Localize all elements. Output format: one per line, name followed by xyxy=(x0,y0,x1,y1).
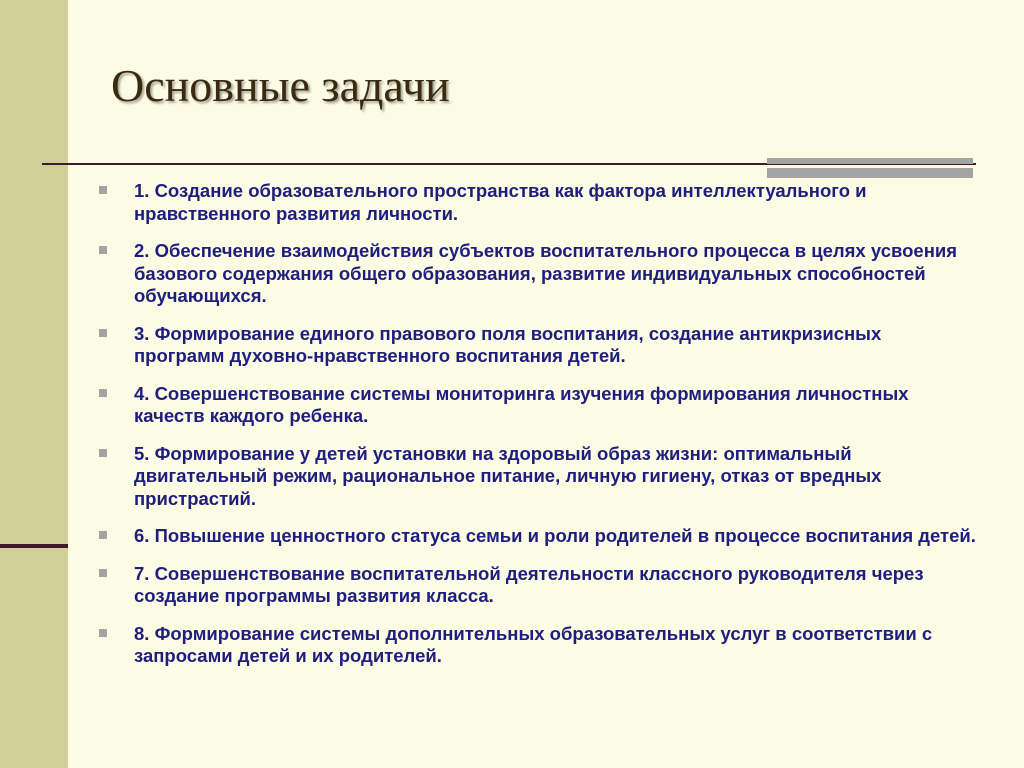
square-bullet-icon xyxy=(99,389,107,397)
list-item xyxy=(96,180,976,225)
task-text: 2. Обеспечение взаимодействия субъектов воспитательного процесса в целях усвоения базового содержания общего образования, развитие индивидуальных способностей обучающихся. xyxy=(134,240,958,306)
square-bullet-icon xyxy=(99,329,107,337)
task-text: 5. Формирование у детей установки на здоровый образ жизни: оптимальный двигательный режим, рациональное питание, личную гигиену, отказ от вредных пристрастий. xyxy=(134,442,882,509)
list-item xyxy=(96,240,976,308)
list-item xyxy=(96,323,976,368)
list-item xyxy=(96,525,976,548)
slide-title: Основные задачи xyxy=(111,60,450,111)
square-bullet-icon xyxy=(99,629,107,637)
left-decor-rule xyxy=(0,544,68,548)
square-bullet-icon xyxy=(99,531,107,539)
list-item xyxy=(96,383,976,428)
list-item xyxy=(96,623,976,668)
task-text: 1. Создание образовательного пространства как фактора интеллектуального и нравственного развития личности. xyxy=(134,180,867,224)
square-bullet-icon xyxy=(99,569,107,577)
task-text: 6. Повышение ценностного статуса семьи и роли родителей в процессе воспитания детей. xyxy=(134,525,976,546)
square-bullet-icon xyxy=(99,449,107,457)
square-bullet-icon xyxy=(99,246,107,254)
list-item xyxy=(96,563,976,608)
left-decor-band xyxy=(0,0,68,768)
divider-accent-top xyxy=(767,158,973,164)
divider-accent-bottom xyxy=(767,168,973,178)
square-bullet-icon xyxy=(99,186,107,194)
task-list xyxy=(96,180,976,683)
list-item xyxy=(96,443,976,511)
task-text: 3. Формирование единого правового поля воспитания, создание антикризисных программ духовно-нравственного воспитания детей. xyxy=(134,322,882,366)
task-text: 8. Формирование системы дополнительных образовательных услуг в соответствии с запросами детей и их родителей. xyxy=(134,622,933,666)
task-text: 7. Совершенствование воспитательной деятельности классного руководителя через создание программы развития класса. xyxy=(134,562,924,606)
task-text: 4. Совершенствование системы мониторинга изучения формирования личностных качеств каждого ребенка. xyxy=(134,382,909,426)
